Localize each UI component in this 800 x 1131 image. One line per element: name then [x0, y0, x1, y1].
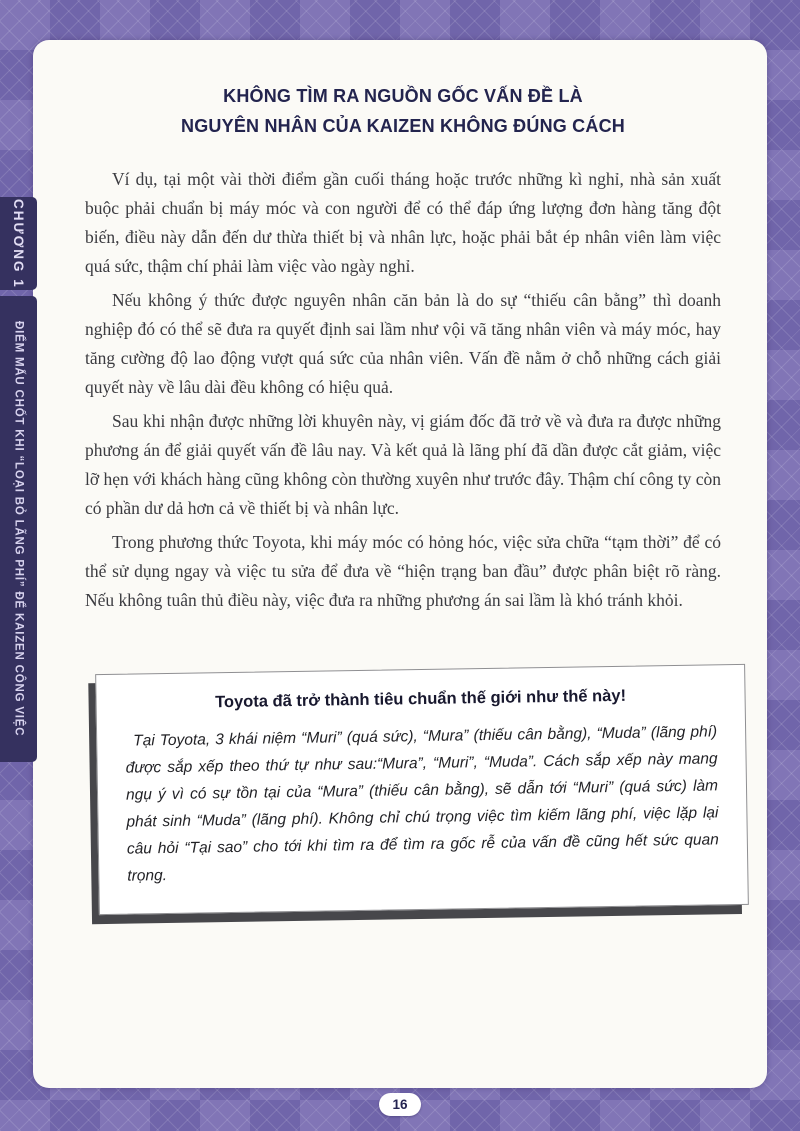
paragraph-1: Ví dụ, tại một vài thời điểm gần cuối tháng hoặc trước những kì nghỉ, nhà sản xuất buộc phải chuẩn bị máy móc và con người để có thể đáp ứng lượng đơn hàng tăng đột biến, điều này dẫn đến dư thừa thiết bị và nhân lực, hoặc phải bắt ép nhân viên làm việc quá sức, thậm chí phải làm việc vào ngày nghỉ.	[85, 169, 721, 277]
body-text	[85, 165, 721, 615]
chapter-number-label: CHƯƠNG 1	[11, 198, 26, 289]
heading-line-2: NGUYÊN NHÂN CỦA KAIZEN KHÔNG ĐÚNG CÁCH	[181, 115, 625, 136]
paragraph-4: Trong phương thức Toyota, khi máy móc có hỏng hóc, việc sửa chữa “tạm thời” để có thể sử dụng ngay và việc tu sửa để đưa về “hiện trạng ban đầu” được phân biệt rõ ràng. Nếu không tuân thủ điều này, việc đưa ra những phương án sai lầm là khó tránh khỏi.	[85, 532, 721, 611]
paragraph-3: Sau khi nhận được những lời khuyên này, vị giám đốc đã trở về và đưa ra được những phương án để giải quyết vấn đề lâu nay. Và kết quả là lãng phí đã dần được cắt giảm, việc lỡ hẹn với khách hàng cũng không còn thường xuyên như trước đây. Thậm chí công ty còn có phần dư dả hơn cả về thiết bị và nhân lực.	[85, 411, 721, 519]
book-page	[33, 40, 767, 1088]
heading-line-1: KHÔNG TÌM RA NGUỒN GỐC VẤN ĐỀ LÀ	[223, 86, 583, 106]
chapter-title-label: ĐIỂM MẤU CHỐT KHI “LOẠI BỎ LÃNG PHÍ” ĐỂ KAIZEN CÔNG VIỆC	[12, 321, 25, 737]
page-number-badge	[379, 1093, 421, 1116]
paragraph-2: Nếu không ý thức được nguyên nhân căn bản là do sự “thiếu cân bằng” thì doanh nghiệp đó có thể sẽ đưa ra quyết định sai lầm như vội vã tăng nhân viên và máy móc, hay tăng cường độ lao động vượt quá sức của nhân viên. Vấn đề nằm ở chỗ những cách giải quyết này về lâu dài đều không có hiệu quả.	[85, 290, 721, 398]
chapter-number-tab	[0, 197, 37, 290]
callout-title: Toyota đã trở thành tiêu chuẩn thế giới như thế này!	[214, 687, 627, 712]
callout-body: Tại Toyota, 3 khái niệm “Muri” (quá sức), “Mura” (thiếu cân bằng), “Muda” (lãng phí) được sắp xếp theo thứ tự như sau:“Mura”, “Muri”, “Muda”. Cách sắp xếp này mang ngụ ý vì có sự tồn tại của “Mura” (thiếu cân bằng), sẽ dẫn tới “Muri” (quá sức) làm phát sinh “Muda” (lãng phí). Không chỉ chú trọng việc tìm kiếm lãng phí, việc lặp lại câu hỏi “Tại sao” cho tới khi tìm ra để tìm ra gốc rễ của vấn đề cũng hết sức quan trọng.	[125, 723, 719, 886]
section-heading	[85, 82, 721, 141]
page-number: 16	[392, 1097, 408, 1112]
callout-box	[95, 664, 749, 915]
chapter-title-tab	[0, 296, 37, 762]
